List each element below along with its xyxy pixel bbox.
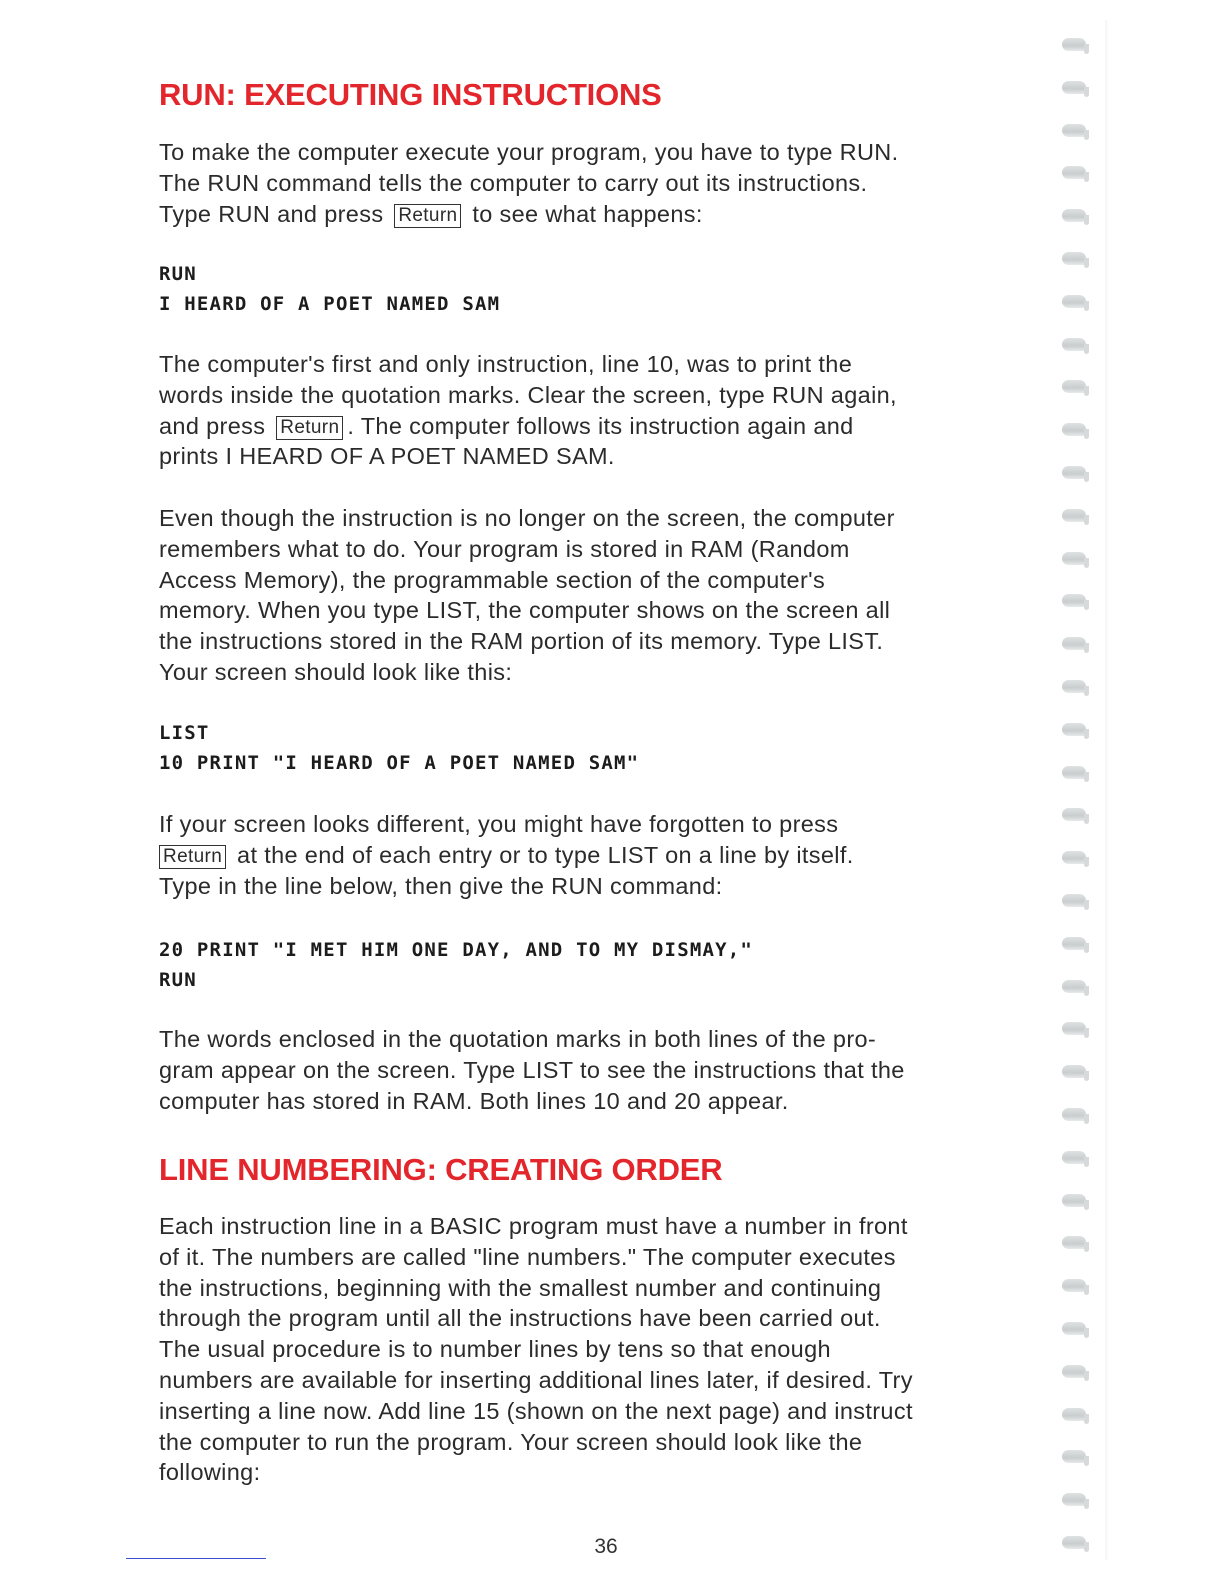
binding-ring [1062,980,1086,993]
binding-ring [1062,466,1086,479]
return-key-label: Return [276,416,343,440]
paragraph-ram-memory [159,503,999,688]
binding-ring [1062,166,1086,179]
text-line: remembers what to do. Your program is stored in RAM (Random [159,535,850,562]
paragraph-screen-different [159,809,999,901]
text-line: If your screen looks different, you might have forgotten to press [159,811,839,837]
text-line: the instructions, beginning with the smallest number and continuing [159,1274,882,1301]
paragraph-run-intro [159,137,999,229]
footer-rule [126,1558,266,1559]
binding-ring [1062,1022,1086,1035]
return-key-label: Return [159,845,226,869]
code-line: RUN [159,263,197,285]
code-block-line-20 [159,935,753,995]
text-line: The usual procedure is to number lines by tens so that enough [159,1336,831,1363]
section-heading-run: RUN: EXECUTING INSTRUCTIONS [159,77,662,112]
binding-ring [1062,38,1086,51]
binding-ring [1062,81,1086,94]
text-line: through the program until all the instructions have been carried out. [159,1305,881,1332]
binding-ring [1062,1408,1086,1421]
text-line: numbers are available for inserting additional lines later, if desired. Try [159,1366,913,1393]
binding-ring [1062,1065,1086,1078]
binding-ring [1062,1279,1086,1292]
binding-ring [1062,1450,1086,1463]
binding-ring [1062,295,1086,308]
binding-ring [1062,509,1086,522]
binding-ring [1062,851,1086,864]
binding-ring [1062,124,1086,137]
code-block-list [159,718,639,778]
code-line: LIST [159,722,210,744]
text-line: The RUN command tells the computer to carry out its instructions. [159,169,868,196]
section-heading-line-numbering: LINE NUMBERING: CREATING ORDER [159,1152,723,1187]
binding-ring [1062,1151,1086,1164]
binding-ring [1062,1322,1086,1335]
text-line: prints I HEARD OF A POET NAMED SAM. [159,443,615,470]
page-edge [1105,20,1109,1560]
paragraph-line-numbers [159,1211,999,1488]
text-line: inserting a line now. Add line 15 (shown on the next page) and instruct [159,1397,913,1424]
text-line: gram appear on the screen. Type LIST to see the instructions that the [159,1056,905,1083]
binding-ring [1062,1236,1086,1249]
text-line: Access Memory), the programmable section of the computer's [159,566,826,593]
text-line: Even though the instruction is no longer on the screen, the computer [159,505,895,531]
code-line: RUN [159,969,197,991]
text-line: of it. The numbers are called "line numbers." The computer executes [159,1243,896,1270]
binding-ring [1062,1194,1086,1207]
binding-ring [1062,594,1086,607]
return-key-label: Return [394,204,461,228]
text-line [159,199,999,230]
text-line: The words enclosed in the quotation marks in both lines of the pro- [159,1026,877,1052]
text-line: Type in the line below, then give the RUN command: [159,872,723,899]
text-fragment: Type RUN and press [159,200,384,227]
text-line [155,840,999,871]
binding-ring [1062,552,1086,565]
text-line: The computer's first and only instruction, line 10, was to print the [159,351,853,377]
binding-ring [1062,1365,1086,1378]
binding-ring [1062,637,1086,650]
text-line: words inside the quotation marks. Clear the screen, type RUN again, [159,381,897,408]
text-line [159,411,999,442]
text-line: computer has stored in RAM. Both lines 10 and 20 appear. [159,1087,789,1114]
binding-ring [1062,937,1086,950]
text-line: the instructions stored in the RAM portion of its memory. Type LIST. [159,628,884,655]
binding-ring [1062,1493,1086,1506]
binding-ring [1062,1536,1086,1549]
code-block-run [159,259,500,319]
text-fragment: and press [159,412,266,439]
binding-ring [1062,766,1086,779]
paragraph-first-instruction [159,349,999,472]
text-line: To make the computer execute your program, you have to type RUN. [159,139,899,165]
binding-ring [1062,680,1086,693]
binding-ring [1062,380,1086,393]
code-line: 10 PRINT "I HEARD OF A POET NAMED SAM" [159,752,640,774]
binding-ring [1062,723,1086,736]
text-fragment: . The computer follows its instruction again and [347,412,854,439]
binding-ring [1062,808,1086,821]
binding-ring [1062,423,1086,436]
text-fragment: at the end of each entry or to type LIST on a line by itself. [237,841,854,868]
code-line: 20 PRINT "I MET HIM ONE DAY, AND TO MY DISMAY," [159,939,754,961]
binding-ring [1062,252,1086,265]
paragraph-both-lines [159,1024,999,1116]
page-number: 36 [594,1535,618,1558]
text-line: the computer to run the program. Your screen should look like the [159,1428,863,1455]
code-line: I HEARD OF A POET NAMED SAM [159,293,501,315]
text-line: memory. When you type LIST, the computer shows on the screen all [159,597,891,624]
binding-ring [1062,209,1086,222]
text-line: following: [159,1459,261,1486]
spiral-binding [1058,30,1098,1560]
binding-ring [1062,894,1086,907]
binding-ring [1062,338,1086,351]
text-line: Each instruction line in a BASIC program must have a number in front [159,1213,908,1239]
text-line: Your screen should look like this: [159,658,513,685]
binding-ring [1062,1108,1086,1121]
text-fragment: to see what happens: [472,200,703,227]
